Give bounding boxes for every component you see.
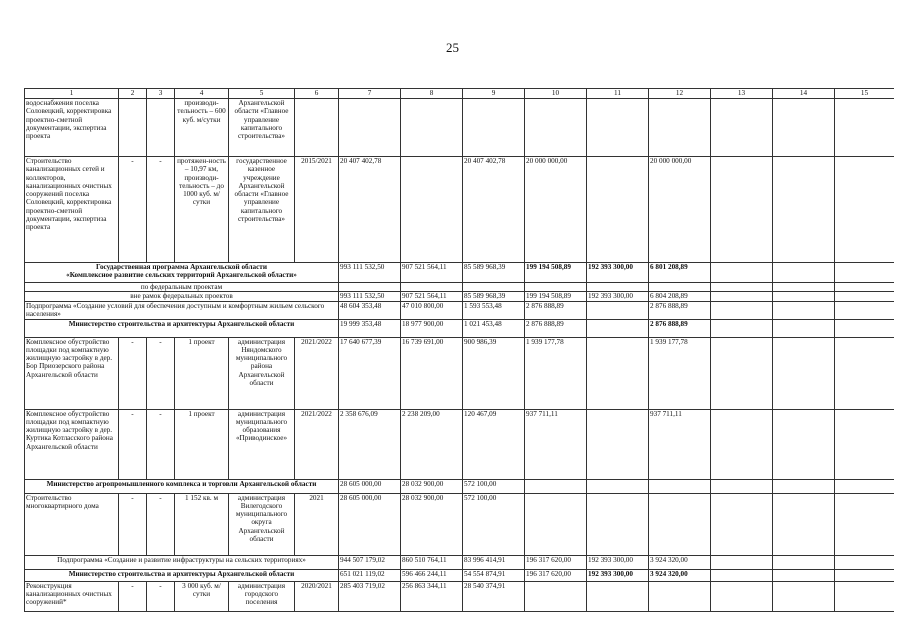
section-value	[711, 301, 773, 319]
header-cell: 8	[401, 89, 463, 99]
table-cell: 285 403 719,02	[339, 581, 401, 611]
table-cell: Реконструкция канализационных очистных сооружений*	[25, 581, 119, 611]
section-value	[649, 283, 711, 292]
section-value: 2 876 888,89	[525, 301, 587, 319]
section-value: 192 393 300,00	[587, 569, 649, 581]
section-row	[25, 479, 895, 493]
table-cell	[773, 337, 835, 409]
table-cell: 120 467,09	[463, 409, 525, 479]
table-cell: 1 939 177,78	[649, 337, 711, 409]
table-cell: администрация городского поселения	[229, 581, 295, 611]
section-value	[711, 319, 773, 337]
table-cell: 256 863 344,11	[401, 581, 463, 611]
section-value: 3 924 320,00	[649, 569, 711, 581]
section-value: 3 924 320,00	[649, 555, 711, 569]
section-value: 18 977 900,00	[401, 319, 463, 337]
section-value: 907 521 564,11	[401, 292, 463, 301]
section-value	[835, 292, 895, 301]
section-value: 28 605 000,00	[339, 479, 401, 493]
section-value	[525, 283, 587, 292]
section-value	[773, 301, 835, 319]
section-value: 47 010 800,00	[401, 301, 463, 319]
section-row	[25, 263, 895, 283]
table-cell: администрация Няндомского муниципального района Архангельской области	[229, 337, 295, 409]
budget-table-sheet	[24, 88, 894, 620]
section-value	[525, 479, 587, 493]
table-cell: 2 238 209,00	[401, 409, 463, 479]
table-cell: 937 711,11	[525, 409, 587, 479]
table-cell	[835, 493, 895, 555]
table-cell: Строительство канализационных сетей и коллекторов, канализационных очистных сооружений поселка Соловецкий, корректировка проектно-сметной документации, экспертиза проекта	[25, 157, 119, 263]
section-value: 192 393 300,00	[587, 555, 649, 569]
table-row	[25, 581, 895, 611]
table-cell	[525, 581, 587, 611]
table-cell	[835, 157, 895, 263]
section-value: 572 100,00	[463, 479, 525, 493]
table-cell: 28 540 374,91	[463, 581, 525, 611]
section-value	[835, 263, 895, 283]
table-cell: 2021/2022	[295, 409, 339, 479]
section-value: 860 510 764,11	[401, 555, 463, 569]
section-value	[401, 283, 463, 292]
table-cell	[587, 493, 649, 555]
table-cell: -	[119, 409, 147, 479]
table-cell: 28 032 900,00	[401, 493, 463, 555]
table-cell: 2021/2022	[295, 337, 339, 409]
section-value: 944 507 179,02	[339, 555, 401, 569]
table-cell: Комплексное обустройство площадки под компактную жилищную застройку в дер. Бор Приозерского района Архангельской области	[25, 337, 119, 409]
table-cell: 937 711,11	[649, 409, 711, 479]
table-cell	[773, 493, 835, 555]
section-value: 85 589 968,39	[463, 263, 525, 283]
table-cell: государственное казенное учреждение Архангельской области «Главное управление капитального строительства»	[229, 157, 295, 263]
section-value: 1 593 553,48	[463, 301, 525, 319]
section-value: 199 194 508,89	[525, 263, 587, 283]
header-cell: 3	[147, 89, 175, 99]
section-value	[835, 283, 895, 292]
section-value	[711, 555, 773, 569]
section-value: 28 032 900,00	[401, 479, 463, 493]
table-cell	[773, 99, 835, 157]
section-label: Министерство строительства и архитектуры Архангельской области	[25, 319, 339, 337]
section-value	[587, 301, 649, 319]
table-row	[25, 409, 895, 479]
table-cell: администрация муниципального образования «Приводинское»	[229, 409, 295, 479]
table-cell	[587, 409, 649, 479]
table-cell	[711, 581, 773, 611]
table-cell: 20 407 402,78	[463, 157, 525, 263]
table-cell: -	[119, 337, 147, 409]
table-cell	[525, 99, 587, 157]
table-row	[25, 99, 895, 157]
table-cell: 20 000 000,00	[649, 157, 711, 263]
table-cell: 1 проект	[175, 337, 229, 409]
section-value	[711, 292, 773, 301]
header-cell: 13	[711, 89, 773, 99]
table-cell: 20 000 000,00	[525, 157, 587, 263]
table-cell	[773, 409, 835, 479]
table-cell: -	[119, 581, 147, 611]
section-value: 196 317 620,00	[525, 555, 587, 569]
section-value	[773, 479, 835, 493]
table-cell: администрация Вилегодского муниципального округа Архангельской области	[229, 493, 295, 555]
table-cell	[711, 409, 773, 479]
table-cell	[835, 337, 895, 409]
table-cell	[711, 157, 773, 263]
header-cell: 7	[339, 89, 401, 99]
table-cell: -	[147, 493, 175, 555]
section-value	[587, 319, 649, 337]
table-cell	[773, 157, 835, 263]
header-cell: 5	[229, 89, 295, 99]
table-cell: -	[119, 493, 147, 555]
table-cell: -	[147, 157, 175, 263]
section-row	[25, 319, 895, 337]
section-value	[587, 479, 649, 493]
section-label: Министерство агропромышленного комплекса и торговли Архангельской области	[25, 479, 339, 493]
table-cell: 17 640 677,39	[339, 337, 401, 409]
section-value: 1 021 453,48	[463, 319, 525, 337]
table-cell	[587, 337, 649, 409]
table-cell: 2015/2021	[295, 157, 339, 263]
section-value	[835, 301, 895, 319]
section-value: 199 194 508,89	[525, 292, 587, 301]
table-cell: 2021	[295, 493, 339, 555]
section-row	[25, 555, 895, 569]
table-cell: производи-тельность – 600 куб. м/сутки	[175, 99, 229, 157]
table-cell	[773, 581, 835, 611]
section-value: 6 804 208,89	[649, 292, 711, 301]
table-cell	[463, 99, 525, 157]
table-cell	[711, 337, 773, 409]
section-value: 192 393 300,00	[587, 292, 649, 301]
section-value: 651 021 119,02	[339, 569, 401, 581]
section-value	[773, 319, 835, 337]
table-cell	[401, 99, 463, 157]
table-cell	[649, 99, 711, 157]
table-cell	[525, 493, 587, 555]
section-label: Министерство строительства и архитектуры Архангельской области	[25, 569, 339, 581]
header-cell: 2	[119, 89, 147, 99]
table-cell	[835, 581, 895, 611]
section-value	[773, 263, 835, 283]
section-value: 907 521 564,11	[401, 263, 463, 283]
table-row	[25, 157, 895, 263]
page-number: 25	[446, 40, 459, 55]
section-value	[835, 319, 895, 337]
section-row	[25, 569, 895, 581]
table-cell: -	[119, 157, 147, 263]
header-cell: 10	[525, 89, 587, 99]
table-cell	[649, 493, 711, 555]
section-value: 83 996 414,91	[463, 555, 525, 569]
header-cell: 11	[587, 89, 649, 99]
table-cell: 16 739 691,00	[401, 337, 463, 409]
table-cell	[587, 157, 649, 263]
section-label: по федеральным проектам	[25, 283, 339, 292]
table-cell: водоснабжения поселка Соловецкий, корректировка проектно-сметной документации, экспертиза проекта	[25, 99, 119, 157]
section-value: 54 554 874,91	[463, 569, 525, 581]
table-cell: 572 100,00	[463, 493, 525, 555]
section-value	[587, 283, 649, 292]
table-cell	[711, 493, 773, 555]
section-value	[711, 283, 773, 292]
table-cell: 20 407 402,78	[339, 157, 401, 263]
section-value	[649, 479, 711, 493]
budget-table	[24, 88, 894, 612]
section-value: 596 466 244,11	[401, 569, 463, 581]
section-value	[835, 555, 895, 569]
section-value	[835, 569, 895, 581]
table-cell	[119, 99, 147, 157]
section-value: 48 604 353,48	[339, 301, 401, 319]
header-cell: 9	[463, 89, 525, 99]
section-label: вне рамок федеральных проектов	[25, 292, 339, 301]
header-cell: 1	[25, 89, 119, 99]
section-value: 85 589 968,39	[463, 292, 525, 301]
table-cell: 2 358 676,09	[339, 409, 401, 479]
section-value: 2 876 888,89	[525, 319, 587, 337]
table-cell: 1 152 кв. м	[175, 493, 229, 555]
section-value	[711, 479, 773, 493]
header-cell: 4	[175, 89, 229, 99]
header-cell: 15	[835, 89, 895, 99]
table-cell: -	[147, 337, 175, 409]
section-value	[773, 283, 835, 292]
section-value	[773, 292, 835, 301]
table-cell	[587, 99, 649, 157]
table-cell: Строительство многоквартирного дома	[25, 493, 119, 555]
table-cell: протяжен-ность – 10,97 км, производи-тельность – до 1000 куб. м/сутки	[175, 157, 229, 263]
section-value	[339, 283, 401, 292]
table-cell: 1 939 177,78	[525, 337, 587, 409]
header-row	[25, 89, 895, 99]
table-cell	[711, 99, 773, 157]
section-row	[25, 283, 895, 292]
table-cell	[401, 157, 463, 263]
table-cell: -	[147, 581, 175, 611]
section-value	[773, 569, 835, 581]
section-row	[25, 292, 895, 301]
table-row	[25, 493, 895, 555]
section-value	[711, 569, 773, 581]
table-row	[25, 337, 895, 409]
table-cell	[649, 581, 711, 611]
header-cell: 14	[773, 89, 835, 99]
section-value	[773, 555, 835, 569]
section-value	[463, 283, 525, 292]
table-cell: 2020/2021	[295, 581, 339, 611]
table-cell: 1 проект	[175, 409, 229, 479]
header-cell: 12	[649, 89, 711, 99]
table-cell	[295, 99, 339, 157]
section-row	[25, 301, 895, 319]
section-value: 2 876 888,89	[649, 301, 711, 319]
section-value: 19 999 353,48	[339, 319, 401, 337]
table-cell	[147, 99, 175, 157]
table-cell	[835, 99, 895, 157]
section-value: 196 317 620,00	[525, 569, 587, 581]
section-value: 192 393 300,00	[587, 263, 649, 283]
section-value: 993 111 532,50	[339, 263, 401, 283]
table-cell: Комплексное обустройство площадки под компактную жилищную застройку в дер. Куртика Котласского района Архангельской области	[25, 409, 119, 479]
section-value: 2 876 888,89	[649, 319, 711, 337]
section-value	[711, 263, 773, 283]
section-label: Подпрограмма «Создание условий для обеспечения доступным и комфортным жильем сельского населения»	[25, 301, 339, 319]
section-label: Государственная программа Архангельской области «Комплексное развитие сельских территорий Архангельской области»	[25, 263, 339, 283]
table-cell	[587, 581, 649, 611]
section-value: 993 111 532,50	[339, 292, 401, 301]
table-cell: 3 000 куб. м/сутки	[175, 581, 229, 611]
section-value: 6 801 208,89	[649, 263, 711, 283]
table-cell: 900 986,39	[463, 337, 525, 409]
section-value	[835, 479, 895, 493]
header-cell: 6	[295, 89, 339, 99]
table-cell	[339, 99, 401, 157]
table-cell	[835, 409, 895, 479]
section-label: Подпрограмма «Создание и развитие инфраструктуры на сельских территориях»	[25, 555, 339, 569]
table-cell: 28 605 000,00	[339, 493, 401, 555]
table-cell: Архангельской области «Главное управление капитального строительства»	[229, 99, 295, 157]
table-cell: -	[147, 409, 175, 479]
